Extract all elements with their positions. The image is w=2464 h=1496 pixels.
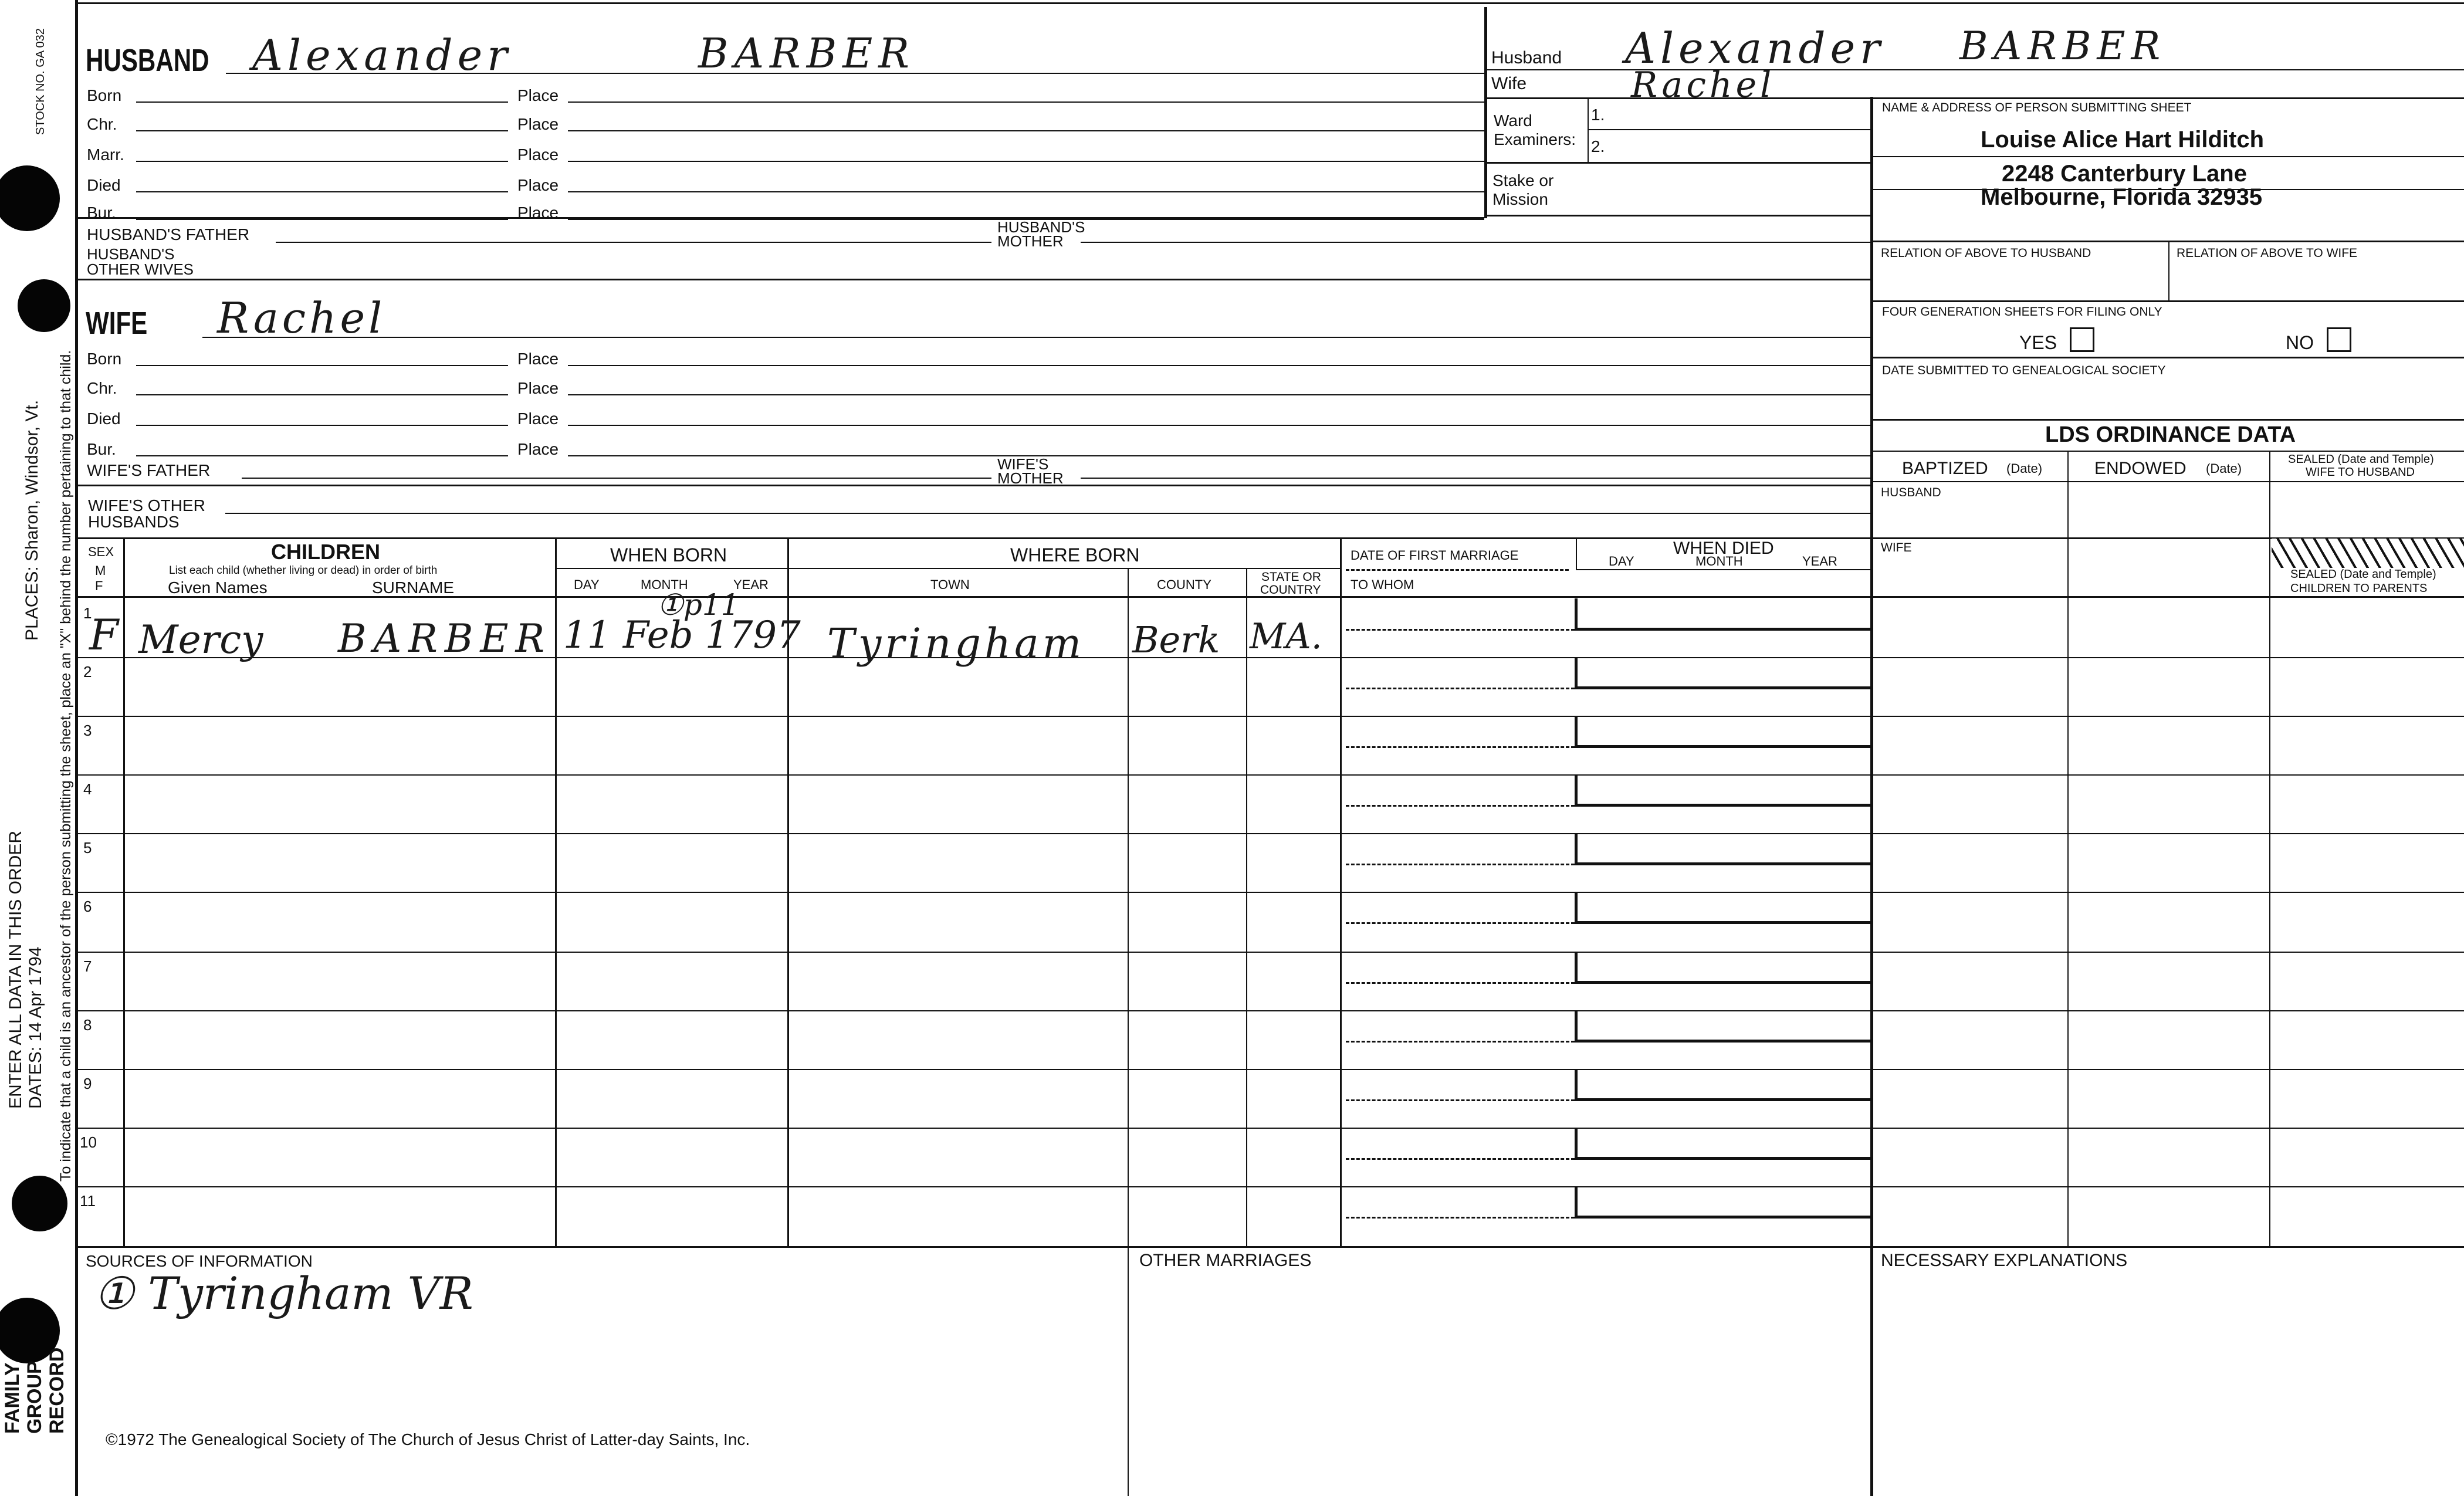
row-number: 3 (83, 722, 92, 739)
record-label: RECORD (46, 1347, 68, 1434)
child-1-surname: BARBER (338, 616, 552, 661)
wife-chr-date-line (136, 394, 508, 395)
place-label: Place (517, 204, 559, 222)
place-label: Place (517, 145, 559, 164)
panel-line (1870, 419, 2464, 421)
no-label: NO (2286, 332, 2314, 353)
sources-text: ① Tyringham VR (94, 1267, 473, 1319)
wife-other-husbands-line (225, 513, 1870, 514)
wife-father-label: WIFE'S FATHER (87, 461, 211, 479)
panel-line (1870, 451, 2464, 452)
family-label: FAMILY (1, 1362, 23, 1434)
child-1-town: Tyringham (827, 620, 1085, 668)
col-divider (1128, 568, 1129, 1247)
marriage-dash (1346, 629, 1575, 631)
wife-chr-place-line (568, 394, 1870, 395)
row-line (75, 1069, 2464, 1070)
top-border (75, 2, 2464, 4)
county-header: COUNTY (1157, 577, 1211, 592)
child-1-born: 11 Feb 1797 (563, 614, 801, 657)
punch-hole (12, 1176, 67, 1231)
group-label: GROUP (23, 1360, 46, 1434)
marriage-dash (1346, 1217, 1575, 1219)
row-line (75, 952, 2464, 953)
examiners-label: Examiners: (1494, 130, 1576, 148)
hatched-area (2272, 539, 2464, 568)
ward-label: Ward (1494, 111, 1532, 130)
col-divider (1128, 1246, 1129, 1496)
row-number: 5 (83, 839, 92, 857)
row-line (75, 1128, 2464, 1129)
yes-checkbox[interactable] (2070, 327, 2094, 352)
marriage-dash (1346, 982, 1575, 984)
sources-label: SOURCES OF INFORMATION (86, 1252, 313, 1270)
children-header: CHILDREN (271, 540, 380, 564)
wife-other-husbands-label: WIFE'S OTHER (88, 496, 205, 515)
died-bracket (1575, 953, 1873, 984)
when-died-header: WHEN DIED (1673, 539, 1774, 558)
yes-label: YES (2019, 332, 2057, 353)
died-month-header: MONTH (1695, 554, 1743, 568)
year-header: YEAR (733, 577, 769, 592)
sex-m: M (95, 563, 106, 578)
place-label: Place (517, 86, 559, 104)
died-bracket (1575, 834, 1873, 865)
chr-place-line (568, 130, 1484, 131)
marriage-dash (1346, 1041, 1575, 1043)
lds-divider (2067, 451, 2069, 1246)
place-label: Place (517, 115, 559, 133)
wife-bur-date-line (136, 455, 508, 456)
row-line (75, 716, 2464, 717)
month-header: MONTH (641, 577, 688, 592)
lds-husband-label: HUSBAND (1881, 486, 1941, 499)
summary-line (1487, 162, 1870, 164)
submitter-street: 2248 Canterbury Lane (2002, 161, 2247, 187)
town-header: TOWN (930, 577, 970, 592)
panel-line (1870, 300, 2464, 302)
lds-divider (2269, 451, 2270, 1246)
panel-line (1870, 357, 2464, 358)
row-line (75, 892, 2464, 893)
wife-given-name: Rachel (217, 293, 386, 343)
examiner-1: 1. (1591, 106, 1605, 124)
wife-name-line (202, 337, 1870, 338)
husband-mother-line (1081, 242, 1870, 243)
places-note: PLACES: Sharon, Windsor, Vt. (22, 400, 42, 641)
marriage-dash (1346, 1099, 1575, 1101)
separator (75, 279, 1870, 280)
marriage-dash (1346, 864, 1575, 865)
place-label: Place (517, 176, 559, 194)
husband-surname: BARBER (698, 29, 915, 77)
born-date-line (136, 101, 508, 103)
row-number: 1 (83, 604, 92, 622)
endowed-label: ENDOWED (2094, 459, 2187, 478)
submitter-city: Melbourne, Florida 32935 (1981, 184, 2263, 210)
died-bracket (1575, 1129, 1873, 1160)
husband-died-label: Died (87, 176, 121, 194)
left-margin-line (75, 0, 78, 1496)
marr-place-line (568, 161, 1484, 162)
died-year-header: YEAR (1802, 554, 1837, 568)
marr-date-line (136, 161, 508, 162)
husband-chr-label: Chr. (87, 115, 117, 133)
place-label: Place (517, 379, 559, 397)
row-number: 6 (83, 898, 92, 915)
died-day-header: DAY (1609, 554, 1634, 568)
place-label: Place (517, 409, 559, 428)
died-date-line (136, 191, 508, 192)
husband-other-wives-label: HUSBAND'S (87, 245, 175, 263)
stake-label: Stake or (1492, 171, 1554, 189)
state-header: STATE OR (1261, 570, 1321, 584)
died-place-line (568, 191, 1484, 192)
row-number: 7 (83, 957, 92, 975)
wife-died-place-line (568, 425, 1870, 426)
where-born-header: WHERE BORN (1010, 544, 1140, 566)
wife-other-husbands-label: HUSBANDS (88, 513, 180, 531)
header-line (1576, 569, 1870, 570)
enter-order-note: ENTER ALL DATA IN THIS ORDER (6, 831, 25, 1109)
marriage-dash (1346, 746, 1575, 748)
four-gen-label: FOUR GENERATION SHEETS FOR FILING ONLY (1882, 305, 2162, 319)
husband-father-label: HUSBAND'S FATHER (87, 225, 250, 243)
endowed-date-label: (Date) (2206, 461, 2242, 476)
sealed-w2h-label: SEALED (Date and Temple) (2288, 453, 2434, 466)
punch-hole (18, 279, 70, 332)
sex-header: SEX (88, 544, 114, 559)
col-divider (1576, 537, 1577, 570)
husband-bur-label: Bur. (87, 204, 116, 222)
row-number: 11 (80, 1192, 96, 1210)
header-line (555, 568, 1340, 569)
child-1-source-mark: ①p11 (657, 588, 740, 622)
panel-line (1870, 241, 2464, 242)
child-1-county: Berk (1132, 618, 1220, 661)
child-1-given: Mercy (138, 617, 263, 662)
summary-wife-given: Rachel (1631, 65, 1775, 106)
row-line (75, 833, 2464, 834)
husband-given-name: Alexander (252, 31, 512, 80)
list-each-note: List each child (whether living or dead) in order of birth (169, 564, 438, 577)
table-bottom-line (75, 1246, 2464, 1248)
other-marriages-label: OTHER MARRIAGES (1139, 1251, 1312, 1270)
bur-date-line (136, 219, 508, 220)
place-label: Place (517, 350, 559, 368)
surname-header: SURNAME (372, 578, 455, 597)
died-bracket (1575, 598, 1873, 631)
wife-born-date-line (136, 365, 508, 366)
wife-mother-label: MOTHER (997, 469, 1064, 487)
submitter-name: Louise Alice Hart Hilditch (1981, 127, 2265, 153)
first-marriage-header: DATE OF FIRST MARRIAGE (1351, 548, 1519, 563)
row-number: 4 (83, 780, 92, 798)
examiner-2: 2. (1591, 137, 1605, 155)
place-label: Place (517, 440, 559, 458)
row-number: 9 (83, 1075, 92, 1092)
dates-note: DATES: 14 Apr 1794 (26, 946, 45, 1109)
given-names-header: Given Names (168, 578, 268, 597)
copyright-text: ©1972 The Genealogical Society of The Church of Jesus Christ of Latter-day Saints, Inc. (106, 1430, 750, 1448)
wife-mother-label: WIFE'S (997, 455, 1049, 473)
relation-husband-label: RELATION OF ABOVE TO HUSBAND (1881, 246, 2091, 260)
summary-divider (1484, 7, 1487, 218)
relation-divider (2168, 241, 2169, 300)
died-bracket (1575, 776, 1873, 807)
marriage-dash (1346, 688, 1575, 689)
sex-f: F (95, 578, 103, 593)
row-line (75, 1186, 2464, 1187)
sealed-c2p-label: SEALED (Date and Temple) (2290, 568, 2436, 581)
date-submitted-label: DATE SUBMITTED TO GENEALOGICAL SOCIETY (1882, 364, 2166, 377)
husband-born-label: Born (87, 86, 122, 104)
child-1-sex: F (89, 610, 119, 659)
died-bracket (1575, 1187, 1873, 1219)
lds-wife-label: WIFE (1881, 541, 1912, 554)
husband-other-wives-label: OTHER WIVES (87, 260, 194, 278)
summary-line (1487, 97, 2464, 99)
stake-label: Mission (1492, 190, 1548, 208)
stock-number: STOCK NO. GA 032 (34, 28, 47, 135)
state-header: COUNTRY (1260, 583, 1321, 597)
wife-mother-line (1081, 478, 1870, 479)
wife-bur-place-line (568, 455, 1870, 456)
died-bracket (1575, 658, 1873, 689)
lds-title: LDS ORDINANCE DATA (2045, 422, 2296, 447)
baptized-label: BAPTIZED (1902, 459, 1988, 478)
to-whom-header: TO WHOM (1351, 577, 1414, 592)
died-bracket (1575, 1070, 1873, 1101)
day-header: DAY (574, 577, 600, 592)
born-place-line (568, 101, 1484, 103)
husband-marr-label: Marr. (87, 145, 124, 164)
explanations-label: NECESSARY EXPLANATIONS (1881, 1251, 2128, 1270)
wife-died-date-line (136, 425, 508, 426)
summary-husband-surname: BARBER (1959, 23, 2167, 69)
examiner-line (1588, 129, 1870, 130)
col-divider (1246, 568, 1247, 1247)
punch-hole (0, 165, 60, 231)
address-line (1870, 156, 2464, 157)
husband-label: HUSBAND (86, 43, 209, 78)
died-bracket (1575, 1011, 1873, 1043)
panel-line (1870, 481, 2464, 482)
summary-husband-label: Husband (1491, 48, 1562, 67)
marriage-dash (1346, 1158, 1575, 1160)
relation-wife-label: RELATION OF ABOVE TO WIFE (2177, 246, 2358, 260)
header-dash (1346, 569, 1569, 571)
child-1-state: MA. (1250, 616, 1322, 657)
when-born-header: WHEN BORN (610, 544, 727, 566)
row-number: 2 (83, 663, 92, 681)
husband-name-line (226, 73, 1484, 74)
no-checkbox[interactable] (2327, 327, 2351, 352)
baptized-date-label: (Date) (2006, 461, 2043, 476)
died-bracket (1575, 717, 1873, 748)
wife-died-label: Died (87, 409, 121, 428)
wife-father-line (242, 478, 991, 479)
ancestor-instruction: To indicate that a child is an ancestor of the person submitting the sheet, place an "X" behind the number pertaining to that child. (57, 350, 74, 1182)
husband-mother-label: MOTHER (997, 232, 1064, 250)
row-number: 10 (80, 1133, 97, 1151)
submitter-header: NAME & ADDRESS OF PERSON SUBMITTING SHEET (1882, 101, 2192, 114)
husband-mother-label: HUSBAND'S (997, 218, 1085, 236)
separator (75, 485, 1870, 486)
separator (75, 217, 1484, 219)
summary-husband-given: Alexander (1625, 23, 1885, 73)
row-line (75, 1010, 2464, 1011)
wife-label: WIFE (86, 306, 148, 341)
sealed-w2h-label: WIFE TO HUSBAND (2306, 466, 2415, 479)
separator (75, 537, 2464, 539)
summary-wife-label: Wife (1491, 74, 1527, 93)
marriage-dash (1346, 922, 1575, 924)
row-line (75, 774, 2464, 776)
wife-bur-label: Bur. (87, 440, 116, 458)
chr-date-line (136, 130, 508, 131)
wife-born-place-line (568, 365, 1870, 366)
died-bracket (1575, 893, 1873, 924)
husband-father-line (276, 242, 991, 243)
wife-born-label: Born (87, 350, 122, 368)
summary-line (1487, 215, 1870, 216)
sealed-c2p-label: CHILDREN TO PARENTS (2290, 582, 2428, 595)
wife-chr-label: Chr. (87, 379, 117, 397)
marriage-dash (1346, 805, 1575, 807)
row-number: 8 (83, 1016, 92, 1034)
